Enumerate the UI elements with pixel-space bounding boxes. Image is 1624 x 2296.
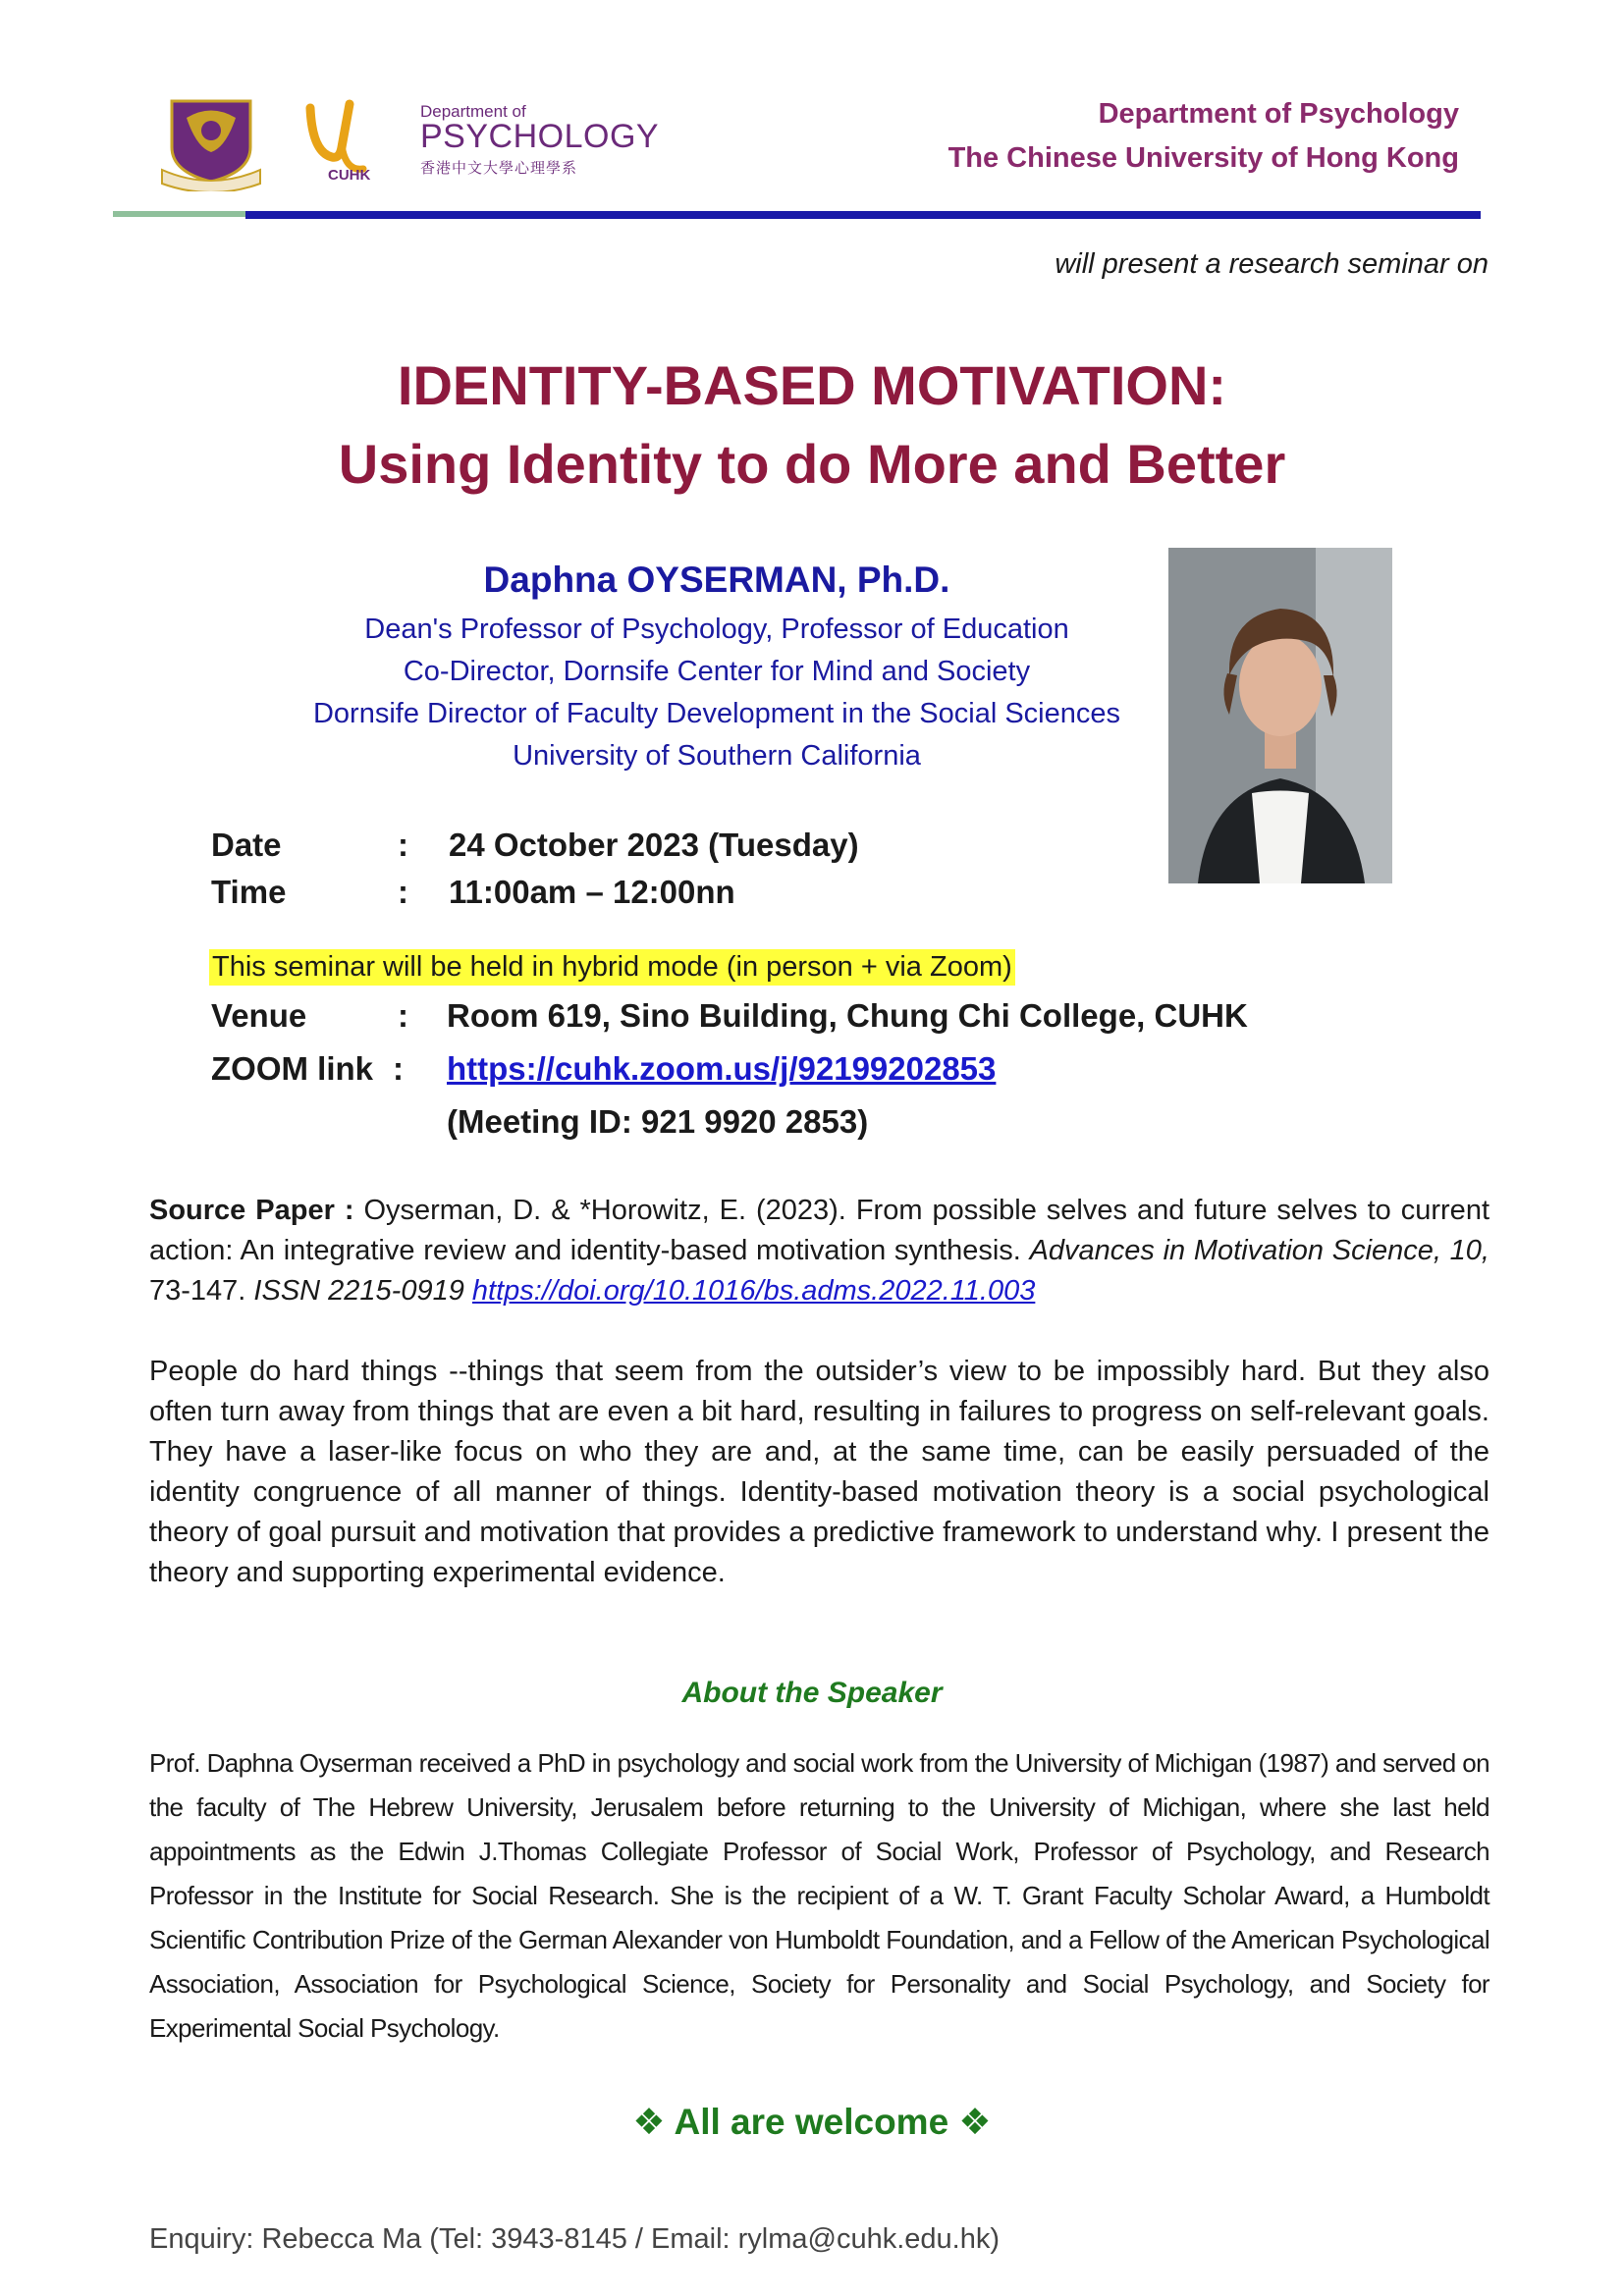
venue-value: Room 619, Sino Building, Chung Chi College, CUHK: [447, 997, 1248, 1034]
speaker-role: Co-Director, Dornsife Center for Mind and Society: [403, 656, 1031, 687]
venue-label: Venue: [211, 997, 307, 1034]
logo-chinese-name: 香港中文大學心理學系: [420, 160, 578, 177]
cuhk-logo-text: CUHK: [328, 167, 371, 184]
source-doi-link[interactable]: https://doi.org/10.1016/bs.adms.2022.11.003: [471, 1275, 1036, 1307]
source-label: Source Paper :: [149, 1195, 354, 1226]
speaker-role: Dean's Professor of Psychology, Professor of Education: [364, 614, 1069, 645]
header-university: The Chinese University of Hong Kong: [947, 142, 1459, 174]
source-paper: [149, 1191, 1489, 1311]
speaker-photo: [1168, 548, 1392, 883]
logo-psychology: PSYCHOLOGY: [420, 118, 660, 155]
speaker-affiliation: University of Southern California: [513, 740, 921, 772]
date-colon: :: [398, 827, 408, 863]
intro-text: will present a research seminar on: [1055, 248, 1489, 280]
date-label: Date: [211, 827, 282, 863]
zoom-colon: :: [393, 1050, 404, 1087]
time-label: Time: [211, 874, 287, 910]
speaker-bio: Prof. Daphna Oyserman received a PhD in psychology and social work from the University of Michigan (1987) and served on the faculty of The Hebrew University, Jerusalem before returning to the University of Michigan, where she last held appointments as the Edwin J.Thomas Collegiate Professor of Social Work, Professor of Psychology, and Research Professor in the Institute for Social Research. She is the recipient of a W. T. Grant Faculty Scholar Award, a Humboldt Scientific Contribution Prize of the German Alexander von Humboldt Foundation, and a Fellow of the American Psychological Association, Association for Psychological Science, Society for Personality and Social Psychology, and Society for Experimental Social Psychology.: [149, 1748, 1489, 2043]
zoom-link[interactable]: https://cuhk.zoom.us/j/92199202853: [447, 1050, 997, 1087]
all-welcome-text: ❖ All are welcome ❖: [632, 2102, 992, 2142]
header-department: Department of Psychology: [1098, 98, 1459, 130]
header-rule-green: [113, 211, 245, 217]
date-value: 24 October 2023 (Tuesday): [449, 827, 859, 863]
psychology-logo-mark: [302, 98, 373, 185]
source-citation: Oyserman, D. & *Horowitz, E. (2023). From possible selves and future selves to current action: An integrative review and identity-based motivation synthesis.: [149, 1195, 1489, 1266]
header-rule-blue: [245, 211, 1481, 219]
cuhk-crest-logo: [157, 93, 265, 191]
source-pages: 73-147.: [149, 1275, 254, 1307]
seminar-title-line2: Using Identity to do More and Better: [338, 433, 1286, 495]
meeting-id: (Meeting ID: 921 9920 2853): [447, 1103, 869, 1140]
venue-colon: :: [398, 997, 408, 1034]
speaker-role: Dornsife Director of Faculty Development in the Social Sciences: [312, 698, 1121, 729]
time-colon: :: [398, 874, 408, 910]
abstract-text: People do hard things --things that seem from the outsider’s view to be impossibly hard. But they also often turn away from things that are even a bit hard, resulting in failures to progress on self-relevant goals. They have a laser-like focus on who they are and, at the same time, can be easily persuaded of the identity congruence of all manner of things. Identity-based motivation theory is a social psychological theory of goal pursuit and motivation that provides a predictive framework to understand why. I present the theory and supporting experimental evidence.: [149, 1356, 1489, 1588]
source-issn: ISSN 2215-0919: [253, 1275, 464, 1307]
about-speaker-heading: About the Speaker: [681, 1677, 943, 1709]
hybrid-mode-note: This seminar will be held in hybrid mode (in person + via Zoom): [209, 949, 1015, 986]
zoom-label: ZOOM link: [211, 1050, 373, 1087]
logo-department-of: Department of: [420, 102, 526, 121]
time-value: 11:00am – 12:00nn: [449, 874, 735, 910]
enquiry-contact: Enquiry: Rebecca Ma (Tel: 3943-8145 / Email: rylma@cuhk.edu.hk): [149, 2223, 1000, 2255]
seminar-title-line1: IDENTITY-BASED MOTIVATION:: [397, 354, 1227, 416]
speaker-name: Daphna OYSERMAN, Ph.D.: [483, 560, 950, 600]
source-journal: Advances in Motivation Science, 10,: [1029, 1235, 1489, 1266]
